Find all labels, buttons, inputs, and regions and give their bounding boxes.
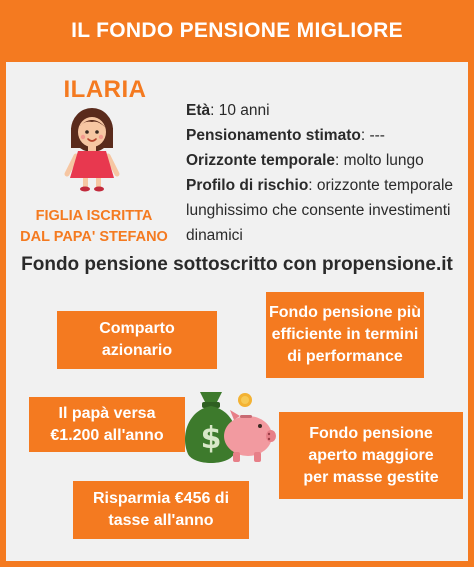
retirement-value: : --- xyxy=(360,127,385,144)
fund-subscribed-line: Fondo pensione sottoscritto con propensione.it xyxy=(21,254,453,275)
risk-value: : orizzonte temporale lunghissimo che consente investimenti dinamici xyxy=(186,177,454,244)
savings-illustration xyxy=(178,378,278,470)
box-line: tasse all'anno xyxy=(108,512,214,529)
header-banner xyxy=(0,0,474,62)
age-row xyxy=(186,98,468,123)
svg-text:$: $ xyxy=(200,421,222,456)
box-line: per masse gestite xyxy=(303,468,439,486)
box-line: Il papà versa xyxy=(58,404,156,422)
horizon-value: : molto lungo xyxy=(335,152,424,169)
retirement-label: Pensionamento stimato xyxy=(186,127,361,144)
girl-avatar-icon xyxy=(58,104,126,192)
age-label: Età xyxy=(186,102,211,119)
horizon-row xyxy=(186,148,468,173)
box-line: azionario xyxy=(101,342,173,359)
box-line: aperto maggiore xyxy=(308,446,434,464)
profile-subtitle xyxy=(10,206,178,248)
page-title: IL FONDO PENSIONE MIGLIORE xyxy=(71,19,403,42)
box-line: di performance xyxy=(287,348,403,365)
tax-savings-box xyxy=(73,481,249,539)
risk-label: Profilo di rischio xyxy=(186,177,309,194)
box-line: €1.200 all'anno xyxy=(50,426,164,444)
box-line: Risparmia €456 di xyxy=(92,490,230,507)
dad-contribution-box xyxy=(29,397,185,452)
box-line: Comparto xyxy=(99,320,175,337)
largest-open-fund-box xyxy=(279,412,463,499)
age-value: : 10 anni xyxy=(210,102,270,119)
profile-info xyxy=(186,98,468,248)
risk-row xyxy=(186,173,468,248)
equity-compartment-box xyxy=(57,311,217,369)
box-line: Fondo pensione più xyxy=(269,304,421,321)
box-line: efficiente in termini xyxy=(271,326,419,343)
subtitle-line: DAL PAPA' STEFANO xyxy=(20,229,168,245)
profile-name: ILARIA xyxy=(63,76,147,103)
retirement-row xyxy=(186,123,468,148)
most-efficient-fund-box xyxy=(266,292,424,378)
subtitle-line: FIGLIA ISCRITTA xyxy=(35,208,153,224)
box-line: Fondo pensione xyxy=(309,424,433,442)
horizon-label: Orizzonte temporale xyxy=(186,152,335,169)
